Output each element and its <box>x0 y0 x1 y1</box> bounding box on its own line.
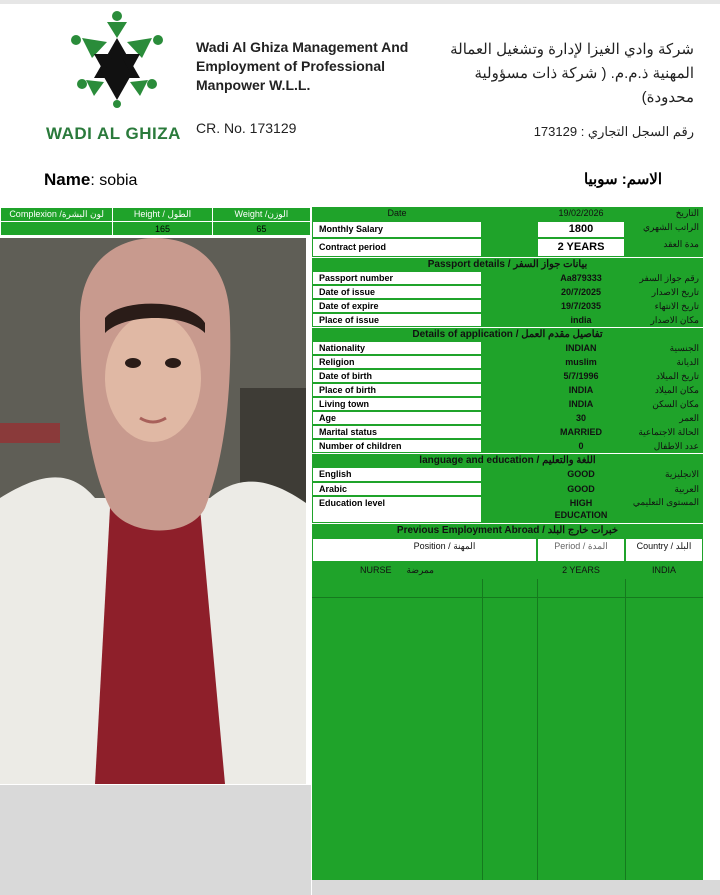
detail-row <box>312 355 703 369</box>
detail-label: Date of expire <box>312 299 482 313</box>
detail-value: 20/7/2025 <box>537 285 625 299</box>
detail-label: Passport number <box>312 271 482 285</box>
employment-country: INDIA <box>625 562 703 579</box>
detail-row <box>312 397 703 411</box>
top-border <box>0 0 720 4</box>
detail-value: india <box>537 313 625 327</box>
detail-row <box>312 285 703 299</box>
detail-ar: مكان الاصدار <box>625 313 703 327</box>
detail-value: muslim <box>537 355 625 369</box>
cr-number-en: CR. No. 173129 <box>196 120 297 136</box>
detail-value: MARRIED <box>537 425 625 439</box>
detail-row <box>312 383 703 397</box>
detail-value: GOOD <box>537 482 625 496</box>
date-value: 19/02/2026 <box>537 207 625 221</box>
salary-ar: الراتب الشهري <box>625 221 703 238</box>
height-value: 165 <box>113 222 212 236</box>
detail-label: Marital status <box>312 425 482 439</box>
detail-ar: العربية <box>625 482 703 496</box>
date-label: Date <box>312 207 482 221</box>
name-label: Name <box>44 170 91 189</box>
company-logo <box>62 8 172 108</box>
complexion-value <box>1 222 113 236</box>
company-name-ar: شركة وادي الغيزا لإدارة وتشغيل العمالة المهنية ذ.م.م. ( شركة ذات مسؤولية محدودة) <box>450 41 694 106</box>
employment-position: NURSE ممرضة <box>312 562 482 579</box>
detail-row <box>312 482 703 496</box>
date-row <box>312 207 703 221</box>
applicant-photo <box>0 238 306 784</box>
period-header: Period / المدة <box>537 538 625 562</box>
detail-ar: مكان الميلاد <box>625 383 703 397</box>
contract-ar: مدة العقد <box>625 238 703 257</box>
detail-value: INDIA <box>537 397 625 411</box>
name-value: : sobia <box>90 172 138 189</box>
detail-ar: العمر <box>625 411 703 425</box>
detail-row <box>312 341 703 355</box>
detail-label: Date of birth <box>312 369 482 383</box>
physical-table <box>0 207 311 236</box>
detail-ar: الحالة الاجتماعية <box>625 425 703 439</box>
education-row <box>312 496 703 523</box>
detail-row <box>312 439 703 453</box>
detail-ar: تاريخ الانتهاء <box>625 299 703 313</box>
detail-value: 0 <box>537 439 625 453</box>
detail-value: INDIAN <box>537 341 625 355</box>
education-label: Education level <box>312 496 482 523</box>
name-value-ar: سوبيا <box>583 171 618 188</box>
detail-label: Nationality <box>312 341 482 355</box>
country-header: Country / البلد <box>625 538 703 562</box>
detail-label: English <box>312 467 482 482</box>
photo-footer-area <box>0 785 311 895</box>
date-ar: التاريخ <box>625 207 703 221</box>
education-ar: المستوى التعليمي <box>625 496 703 523</box>
detail-label: Religion <box>312 355 482 369</box>
contract-row <box>312 238 703 257</box>
brand-name: WADI AL GHIZA <box>46 124 181 143</box>
detail-label: Place of birth <box>312 383 482 397</box>
detail-value: INDIA <box>537 383 625 397</box>
weight-value: 65 <box>212 222 310 236</box>
name-label-ar: الاسم: <box>621 171 662 188</box>
detail-value: Aa879333 <box>537 271 625 285</box>
detail-value: 30 <box>537 411 625 425</box>
page-footer-area <box>312 880 720 895</box>
detail-ar: الانجليزية <box>625 467 703 482</box>
employment-header-row <box>312 538 703 562</box>
detail-row <box>312 411 703 425</box>
cr-number-ar: رقم السجل التجاري : 173129 <box>533 124 694 139</box>
detail-label: Number of children <box>312 439 482 453</box>
position-header: Position / المهنة <box>312 538 537 562</box>
detail-value: GOOD <box>537 467 625 482</box>
detail-ar: تاريخ الاصدار <box>625 285 703 299</box>
weight-header: Weight /الوزن <box>212 208 310 222</box>
detail-row <box>312 299 703 313</box>
detail-row <box>312 271 703 285</box>
detail-row <box>312 369 703 383</box>
detail-label: Arabic <box>312 482 482 496</box>
detail-label: Date of issue <box>312 285 482 299</box>
company-name-en: Wadi Al Ghiza Management And Employment of Professional Manpower W.L.L. <box>196 39 409 93</box>
height-header: Height / الطول <box>113 208 212 222</box>
name-ar <box>584 170 662 188</box>
detail-label: Living town <box>312 397 482 411</box>
employment-empty-rows <box>312 579 703 880</box>
detail-row <box>312 313 703 327</box>
education-value: HIGH EDUCATION <box>537 496 625 523</box>
detail-value: 19/7/2035 <box>537 299 625 313</box>
detail-row <box>312 467 703 482</box>
salary-label: Monthly Salary <box>312 221 482 238</box>
detail-ar: مكان السكن <box>625 397 703 411</box>
contract-label: Contract period <box>312 238 482 257</box>
passport-section-title: Passport details / بيانات جواز السفر <box>312 257 703 272</box>
detail-value: 5/7/1996 <box>537 369 625 383</box>
detail-label: Age <box>312 411 482 425</box>
detail-ar: رقم جواز السفر <box>625 271 703 285</box>
detail-ar: الديانة <box>625 355 703 369</box>
contract-value: 2 YEARS <box>537 238 625 257</box>
name-en <box>44 170 137 190</box>
portrait-illustration <box>0 238 306 784</box>
detail-ar: الجنسية <box>625 341 703 355</box>
detail-label: Place of issue <box>312 313 482 327</box>
complexion-header: Complexion /لون البشرة <box>1 208 113 222</box>
detail-row <box>312 425 703 439</box>
salary-value: 1800 <box>537 221 625 238</box>
application-section-title: Details of application / تفاصيل مقدم العمل <box>312 327 703 342</box>
employment-period: 2 YEARS <box>537 562 625 579</box>
employment-row <box>312 562 703 579</box>
salary-row <box>312 221 703 238</box>
employment-section-title: Previous Employment Abroad / خبرات خارج البلد <box>312 523 703 539</box>
detail-ar: عدد الاطفال <box>625 439 703 453</box>
language-section-title: language and education / اللغة والتعليم <box>312 453 703 468</box>
detail-ar: تاريخ الميلاد <box>625 369 703 383</box>
